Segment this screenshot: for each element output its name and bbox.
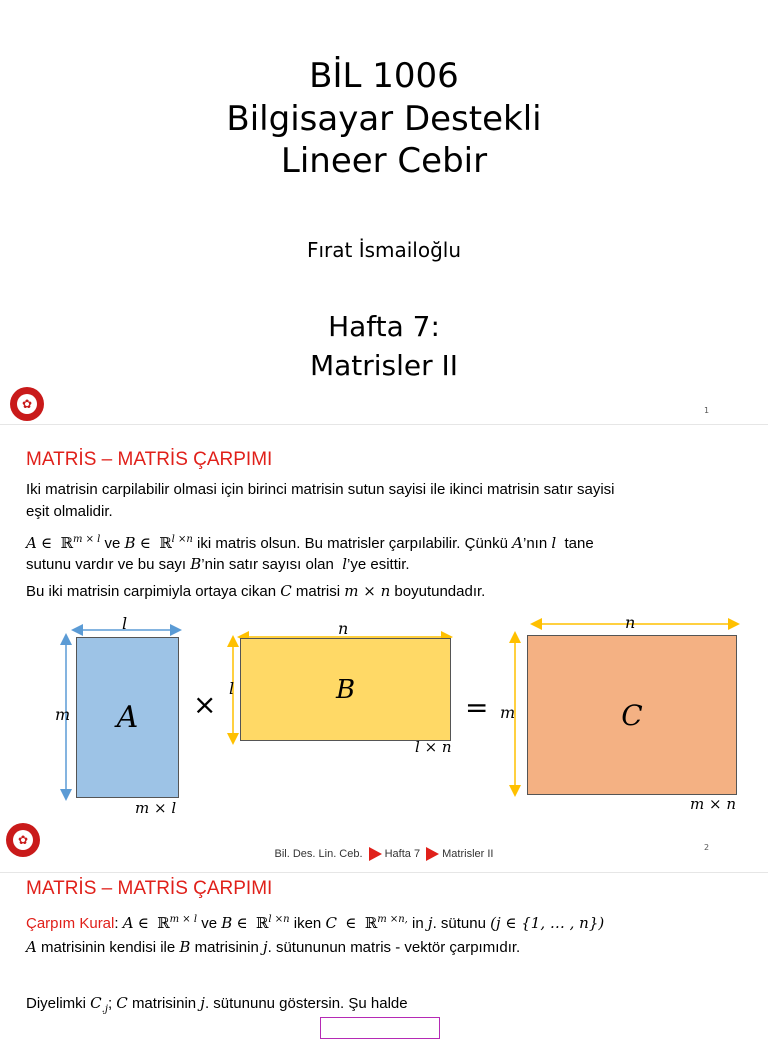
text-in: in xyxy=(412,915,424,932)
author-name: Fırat İsmailoğlu xyxy=(306,238,462,262)
math-exponent: l ×n xyxy=(268,914,290,925)
content-slide-2 xyxy=(0,424,768,873)
B-dimension-label: l × n xyxy=(415,738,452,756)
math-reals: ℝ xyxy=(157,914,170,932)
text: ’nin satır sayısı olan xyxy=(201,556,334,573)
math-C: C xyxy=(116,994,128,1012)
section-title: MATRİS – MATRİS ÇARPIMI xyxy=(26,449,273,470)
math-A: A xyxy=(512,534,523,552)
text-ve: ve xyxy=(104,535,121,552)
paragraph-line-2: eşit olmalidir. xyxy=(26,503,113,520)
section-title: MATRİS – MATRİS ÇARPIMI xyxy=(26,878,273,899)
math-in: ∈ xyxy=(345,914,357,932)
math-exponent: m × l xyxy=(169,914,198,925)
matrix-A-rectangle: A xyxy=(76,637,179,798)
text: Bu iki matrisin carpimiyla ortaya cikan xyxy=(26,583,277,600)
text: ; xyxy=(107,995,113,1012)
arrow-right-icon xyxy=(369,847,382,861)
text: matrisi xyxy=(295,583,341,600)
course-name-line-2: Lineer Cebir xyxy=(280,141,488,181)
slide-footer xyxy=(0,847,768,861)
text: Diyelimki xyxy=(26,995,86,1012)
math-j: j xyxy=(200,994,205,1012)
math-B: B xyxy=(190,555,202,573)
text: : xyxy=(114,915,119,932)
text: matrisinin xyxy=(131,995,197,1012)
text: . sütununun matris - vektör çarpımıdır. xyxy=(267,939,521,956)
university-logo: ✿ xyxy=(10,387,44,421)
footer-course: Bil. Des. Lin. Ceb. xyxy=(274,847,363,860)
text-iken: iken xyxy=(293,915,322,932)
topic-label: Matrisler II xyxy=(309,349,459,382)
equation-box xyxy=(320,1017,440,1039)
text: matrisinin xyxy=(194,939,259,956)
C-height-label: m xyxy=(500,703,516,722)
content-slide-3 xyxy=(0,872,768,1025)
A-dimension-label: m × l xyxy=(135,799,177,817)
math-B: B xyxy=(124,534,136,552)
C-dimension-label: m × n xyxy=(690,795,736,813)
math-reals: ℝ xyxy=(255,914,269,932)
university-logo: ✿ xyxy=(6,823,40,857)
math-B: B xyxy=(179,938,191,956)
text: matrisinin kendisi ile xyxy=(41,939,176,956)
A-width-label: l xyxy=(122,614,128,633)
math-B: B xyxy=(221,914,233,932)
text: sutunu vardır ve bu sayı xyxy=(26,556,187,573)
course-code: BİL 1006 xyxy=(309,56,459,96)
rule-label: Çarpım Kural xyxy=(26,915,115,932)
math-exponent: m × l xyxy=(72,534,101,545)
paragraph-line-2 xyxy=(26,936,746,959)
math-in: ∈ xyxy=(236,914,248,932)
math-l: l xyxy=(551,534,557,552)
math-C: C xyxy=(280,582,292,600)
math-subscript: .j xyxy=(101,1004,108,1015)
math-C: C xyxy=(90,994,102,1012)
rule-line xyxy=(26,909,746,935)
page-number: 1 xyxy=(704,406,710,415)
math-j: j xyxy=(262,938,268,956)
text: boyutundadır. xyxy=(394,583,486,600)
math-A: A xyxy=(26,534,37,552)
math-in: ∈ xyxy=(139,534,151,552)
footer-topic: Matrisler II xyxy=(442,847,494,860)
math-j: j xyxy=(427,914,433,932)
paragraph-line-1: Iki matrisin carpilabilir olmasi için birinci matrisin sutun sayisi ile ikinci matrisin satır sayisi xyxy=(26,481,615,498)
times-symbol: × xyxy=(193,688,217,721)
math-l: l xyxy=(342,555,348,573)
text: . sütununu göstersin. Şu halde xyxy=(204,995,408,1012)
page-number: 2 xyxy=(704,843,710,852)
equals-symbol: = xyxy=(465,691,489,724)
text: tane xyxy=(564,535,594,552)
text: ’ye esittir. xyxy=(347,556,410,573)
math-A: A xyxy=(122,914,134,932)
arrow-right-icon xyxy=(426,847,439,861)
C-width-label: n xyxy=(625,613,636,632)
math-reals: ℝ xyxy=(364,914,378,932)
math-exponent: l ×n xyxy=(171,534,193,545)
math-reals: ℝ xyxy=(159,534,172,552)
math-in: ∈ xyxy=(41,534,53,552)
week-label: Hafta 7: xyxy=(328,310,440,343)
math-C: C xyxy=(325,914,337,932)
matrix-B-rectangle: B xyxy=(240,638,451,741)
math-reals: ℝ xyxy=(60,534,73,552)
text: iki matris olsun. Bu matrisler çarpılabilir. Çünkü xyxy=(197,535,508,552)
math-exponent: m ×n, xyxy=(377,914,408,925)
matrix-C-rectangle: C xyxy=(527,635,737,795)
A-height-label: m xyxy=(55,705,71,724)
math-index-set: (j ∈ {1, … , n}) xyxy=(490,914,605,932)
text: . sütunu xyxy=(432,915,486,932)
math-dim: m × n xyxy=(344,582,391,600)
B-width-label: n xyxy=(338,619,349,638)
math-in: ∈ xyxy=(137,914,149,932)
footer-week: Hafta 7 xyxy=(384,847,421,860)
title-slide xyxy=(0,0,768,424)
math-A: A xyxy=(26,938,37,956)
text: ’nın xyxy=(523,535,548,552)
text-ve: ve xyxy=(201,915,218,932)
B-height-label: l xyxy=(229,679,235,698)
course-name-line-1: Bilgisayar Destekli xyxy=(226,99,542,139)
